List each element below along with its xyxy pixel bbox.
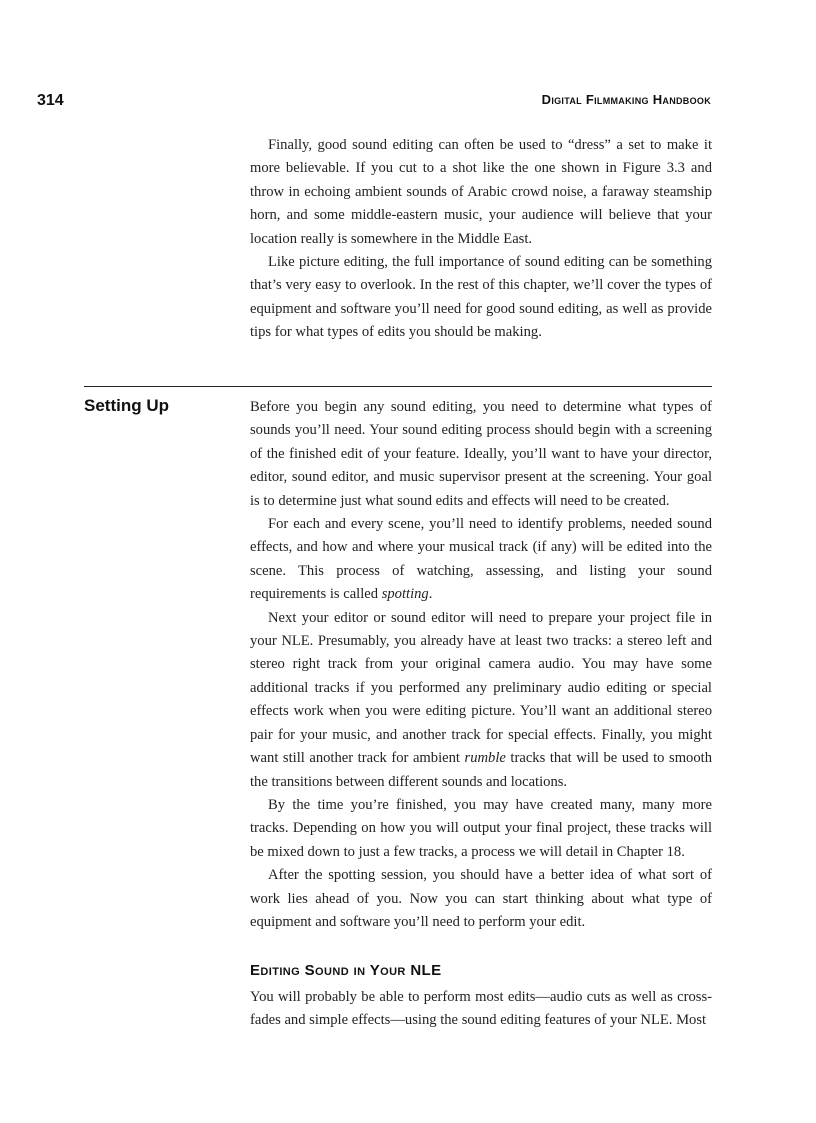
paragraph: After the spotting session, you should have a better idea of what sort of work lies ahead of you. Now you can start thinking about what type of equipment and software you’ll need to perform your edit. [250, 867, 712, 930]
paragraph-text: tracks that will be used to smooth the transitions between different sounds and locations. [250, 750, 712, 790]
paragraph: Like picture editing, the full importance of sound editing can be something that’s very easy to overlook. In the rest of this chapter, we’ll cover the types of equipment and software you’ll need for good sound editing, as well as provide tips for what types of edits you should be making. [250, 254, 712, 341]
paragraph: By the time you’re finished, you may have created many, many more tracks. Depending on how you will output your final project, these tracks will be mixed down to just a few tracks, a process we will detail in Chapter 18. [250, 796, 712, 860]
subheading-editing-sound: Editing Sound in Your NLE [250, 962, 442, 979]
book-title: Digital Filmmaking Handbook [541, 92, 711, 107]
section-divider [84, 386, 712, 387]
paragraph: Finally, good sound editing can often be used to “dress” a set to make it more believable. If you cut to a shot like the one shown in Figure 3.3 and throw in echoing ambient sounds of Arabic crowd noise, a faraway steamship horn, and some middle-eastern music, your audience will believe that your location really is somewhere in the Middle East. [250, 137, 712, 247]
paragraph-text: For each and every scene, you’ll need to identify problems, needed sound effects, and how and where your musical track (if any) will be edited into the scene. This process of watching, assessing, and listing your sound requirements is called [250, 516, 712, 603]
paragraph-text: . [428, 586, 433, 603]
paragraph: You will probably be able to perform most edits—audio cuts as well as cross-fades and simple effects—using the sound editing features of your NLE. Most [250, 989, 712, 1029]
term-spotting: spotting [381, 586, 429, 603]
setting-up-text [250, 396, 712, 934]
running-head [37, 92, 711, 116]
paragraph: Before you begin any sound editing, you need to determine what types of sounds you’ll need. Your sound editing process should begin with a screening of the finished edit of your feature. Ideally, you’ll want to have your director, editor, sound editor, and music supervisor present at the screening. Your goal is to determine just what sound edits and effects will need to be created. [250, 399, 712, 509]
paragraph-text: Next your editor or sound editor will need to prepare your project file in your NLE. Presumably, you already have at least two tracks: a stereo left and stereo right track from your original camera audio. You may have some additional tracks if you performed any preliminary audio editing or special effects work when you were editing picture. You’ll want an additional stereo pair for your music, and another track for special effects. Finally, you might want still another track for ambient [250, 609, 712, 767]
paragraph [250, 607, 712, 794]
page-number: 314 [37, 92, 64, 109]
section-heading-setting-up: Setting Up [84, 396, 169, 415]
paragraph [250, 513, 712, 607]
intro-text [250, 134, 712, 345]
term-rumble: rumble [464, 750, 506, 767]
nle-section-text [250, 986, 712, 1033]
